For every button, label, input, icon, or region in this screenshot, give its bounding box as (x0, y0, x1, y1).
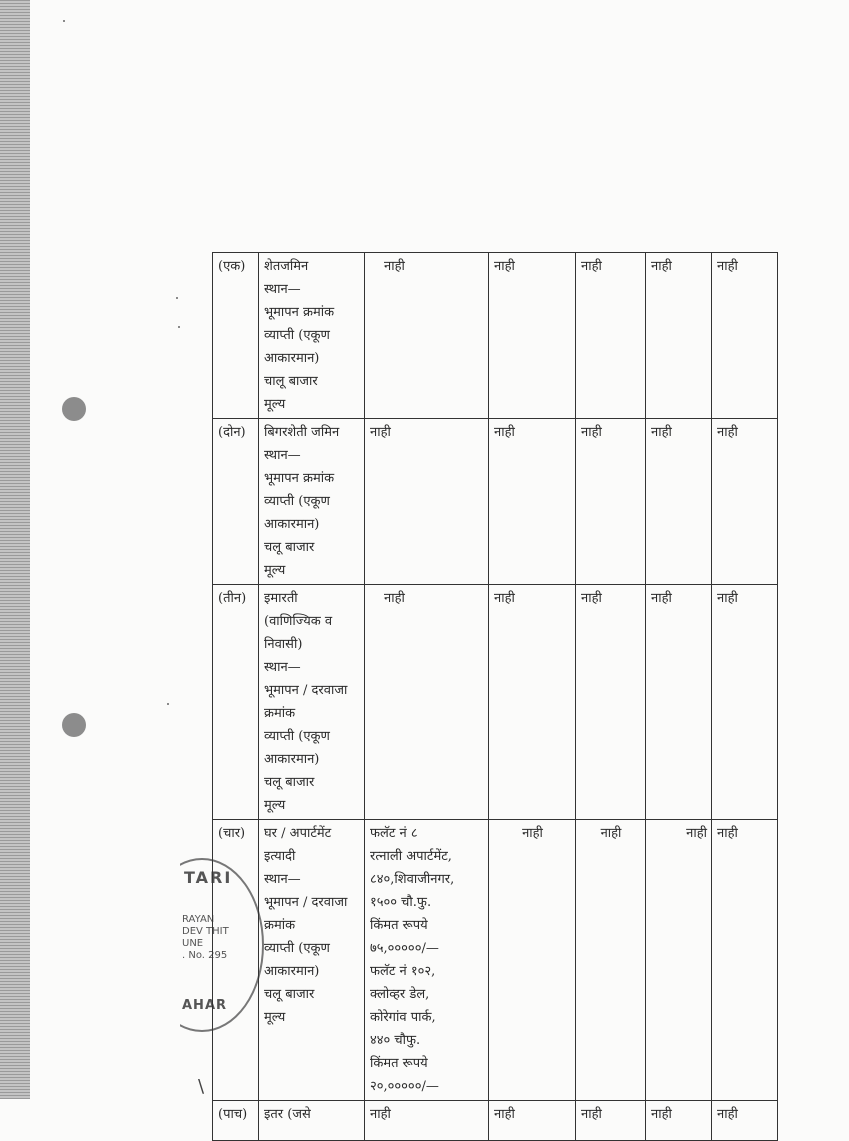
detail-line: किंमत रूपये (370, 918, 428, 933)
desc-line: भूमापन क्रमांक (264, 305, 335, 320)
cell-value: नाही (646, 820, 712, 1101)
cell-text: नाही (384, 259, 405, 274)
property-details (365, 820, 489, 1101)
cell-value (365, 585, 489, 820)
stamp-line: RAYAN (182, 914, 215, 925)
scan-speck (176, 297, 178, 299)
desc-line: आकारमान) (264, 964, 320, 979)
table-row (213, 419, 778, 585)
desc-line: मूल्य (264, 798, 286, 813)
desc-line: व्याप्ती (एकूण (264, 941, 330, 956)
table-row (213, 1101, 778, 1141)
desc-line: आकारमान) (264, 752, 320, 767)
table-row (213, 253, 778, 419)
desc-line: इतर (जसे (264, 1107, 311, 1122)
detail-line: फलॅट नं १०२, (370, 964, 436, 979)
desc-line: व्याप्ती (एकूण (264, 494, 330, 509)
immovable-assets-table (212, 252, 778, 1141)
cell-value: नाही (365, 1101, 489, 1141)
asset-description (259, 1101, 365, 1141)
table-row (213, 585, 778, 820)
asset-description (259, 253, 365, 419)
cell-value: नाही (489, 820, 576, 1101)
margin-mark: \ (198, 1076, 205, 1097)
desc-line: व्याप्ती (एकूण (264, 729, 330, 744)
row-number: (चार) (213, 820, 259, 1101)
table-row (213, 820, 778, 1101)
detail-line: ७५,०००००/— (370, 941, 439, 956)
cell-value: नाही (489, 585, 576, 820)
row-number: (तीन) (213, 585, 259, 820)
cell-value: नाही (489, 253, 576, 419)
desc-line: इमारती (264, 591, 298, 606)
desc-line: निवासी) (264, 637, 303, 652)
detail-line: रत्नाली अपार्टमेंट, (370, 849, 452, 864)
desc-line: क्रमांक (264, 918, 296, 933)
cell-text: नाही (384, 591, 405, 606)
detail-line: १५०० चौ.फु. (370, 895, 432, 910)
desc-line: स्थान— (264, 872, 301, 887)
cell-value: नाही (576, 419, 646, 585)
cell-value: नाही (646, 1101, 712, 1141)
desc-line: भूमापन क्रमांक (264, 471, 335, 486)
cell-value: नाही (646, 419, 712, 585)
desc-line: (वाणिज्यिक व (264, 614, 333, 629)
asset-description (259, 419, 365, 585)
desc-line: आकारमान) (264, 351, 320, 366)
desc-line: चालू बाजार (264, 374, 318, 389)
cell-value: नाही (712, 1101, 778, 1141)
desc-line: मूल्य (264, 563, 286, 578)
desc-line: शेतजमिन (264, 259, 309, 274)
cell-value: नाही (365, 419, 489, 585)
scan-speck (178, 326, 180, 328)
binding-edge (0, 0, 30, 1099)
cell-value (365, 253, 489, 419)
desc-line: बिगरशेती जमिन (264, 425, 340, 440)
desc-line: स्थान— (264, 660, 301, 675)
cell-value: नाही (712, 820, 778, 1101)
detail-line: ८४०,शिवाजीनगर, (370, 872, 455, 887)
punch-hole-bottom (62, 713, 86, 737)
desc-line: चलू बाजार (264, 775, 315, 790)
detail-line: फलॅट नं ८ (370, 826, 418, 841)
desc-line: मूल्य (264, 397, 286, 412)
cell-value: नाही (712, 419, 778, 585)
cell-value: नाही (646, 253, 712, 419)
row-number: (एक) (213, 253, 259, 419)
stamp-line: DEV THIT (182, 926, 229, 937)
desc-line: क्रमांक (264, 706, 296, 721)
scan-speck (63, 20, 65, 22)
desc-line: आकारमान) (264, 517, 320, 532)
cell-value: नाही (576, 585, 646, 820)
stamp-line: . No. 295 (182, 950, 228, 961)
detail-line: कोरेगांव पार्क, (370, 1010, 436, 1025)
stamp-text-top: TARI (184, 868, 233, 887)
desc-line: चलू बाजार (264, 540, 315, 555)
desc-line: मूल्य (264, 1010, 286, 1025)
cell-value: नाही (489, 1101, 576, 1141)
cell-value: नाही (646, 585, 712, 820)
desc-line: घर / अपार्टमेंट (264, 826, 332, 841)
cell-value: नाही (712, 253, 778, 419)
cell-value: नाही (576, 820, 646, 1101)
desc-line: स्थान— (264, 448, 301, 463)
desc-line: भूमापन / दरवाजा (264, 683, 348, 698)
asset-description (259, 820, 365, 1101)
cell-value: नाही (489, 419, 576, 585)
row-number: (पाच) (213, 1101, 259, 1141)
detail-line: ४४० चौफु. (370, 1033, 421, 1048)
scan-speck (167, 703, 169, 705)
cell-value: नाही (576, 253, 646, 419)
cell-value: नाही (576, 1101, 646, 1141)
desc-line: स्थान— (264, 282, 301, 297)
desc-line: व्याप्ती (एकूण (264, 328, 330, 343)
row-number: (दोन) (213, 419, 259, 585)
detail-line: २०,०००००/— (370, 1079, 439, 1094)
stamp-line: UNE (182, 938, 204, 949)
cell-value: नाही (712, 585, 778, 820)
detail-line: किंमत रूपये (370, 1056, 428, 1071)
desc-line: चलू बाजार (264, 987, 315, 1002)
asset-description (259, 585, 365, 820)
stamp-text-bottom: AHAR (182, 998, 228, 1013)
punch-hole-top (62, 397, 86, 421)
desc-line: भूमापन / दरवाजा (264, 895, 348, 910)
detail-line: क्लोव्हर डेल, (370, 987, 430, 1002)
desc-line: इत्यादी (264, 849, 296, 864)
